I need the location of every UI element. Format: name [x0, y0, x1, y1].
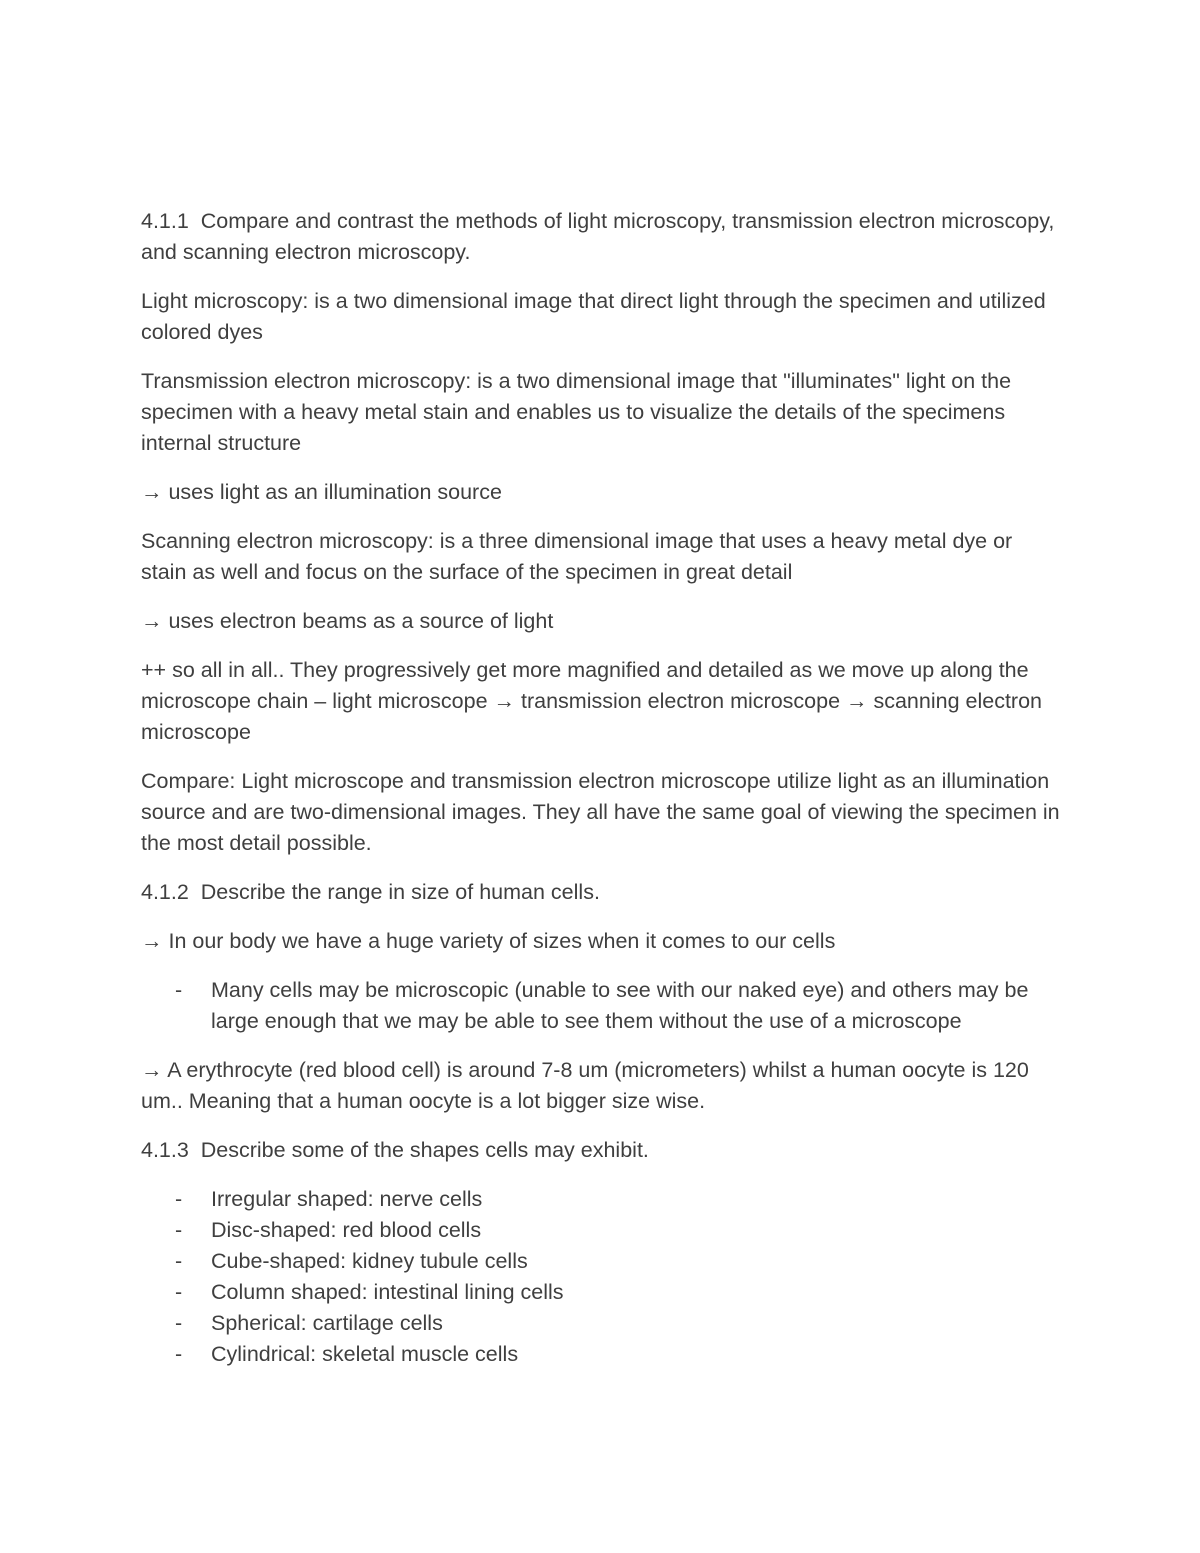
- list-item: [141, 1277, 1061, 1308]
- list-item: [141, 1339, 1061, 1370]
- list-item-text: Spherical: cartilage cells: [211, 1311, 443, 1335]
- list-item-text: Many cells may be microscopic (unable to see with our naked eye) and others may be large enough that we may be able to see them without the use of a microscope: [211, 978, 1029, 1033]
- bullet-dash: -: [175, 1311, 183, 1335]
- bullet-dash: -: [175, 1280, 183, 1304]
- size-example: → A erythrocyte (red blood cell) is around 7-8 um (micrometers) whilst a human oocyte is 120 um.. Meaning that a human oocyte is a lot bigger size wise.: [141, 1058, 1035, 1113]
- list-item-text: Cylindrical: skeletal muscle cells: [211, 1342, 519, 1366]
- bullet-dash: -: [175, 1342, 183, 1366]
- tem-paragraph: Transmission electron microscopy: is a two dimensional image that "illuminates" light on the specimen with a heavy metal stain and enables us to visualize the details of the specimens internal structure: [141, 369, 1018, 455]
- size-bullet-list: [141, 975, 1061, 1037]
- light-microscopy-paragraph: Light microscopy: is a two dimensional image that direct light through the specimen and utilized colored dyes: [141, 289, 1052, 344]
- bullet-dash: -: [175, 1218, 183, 1242]
- sem-note: → uses electron beams as a source of light: [141, 609, 554, 633]
- size-intro: → In our body we have a huge variety of sizes when it comes to our cells: [141, 929, 836, 953]
- sem-paragraph: Scanning electron microscopy: is a three dimensional image that uses a heavy metal dye or stain as well and focus on the surface of the specimen in great detail: [141, 529, 1019, 584]
- list-item-text: Irregular shaped: nerve cells: [211, 1187, 483, 1211]
- document-page: [141, 206, 1066, 1370]
- list-item: [141, 1215, 1061, 1246]
- list-item: [141, 1308, 1061, 1339]
- bullet-dash: -: [175, 978, 183, 1002]
- list-item: [141, 1246, 1061, 1277]
- section-heading-4-1-3: 4.1.3 Describe some of the shapes cells may exhibit.: [141, 1138, 649, 1162]
- section-heading-4-1-2: 4.1.2 Describe the range in size of human cells.: [141, 880, 600, 904]
- list-item: [141, 1184, 1061, 1215]
- tem-note: → uses light as an illumination source: [141, 480, 502, 504]
- list-item-text: Disc-shaped: red blood cells: [211, 1218, 482, 1242]
- bullet-dash: -: [175, 1187, 183, 1211]
- list-item: [141, 975, 1061, 1037]
- summary-paragraph: ++ so all in all.. They progressively get more magnified and detailed as we move up along the microscope chain – light microscope → transmission electron microscope → scanning electron microscope: [141, 658, 1048, 744]
- list-item-text: Column shaped: intestinal lining cells: [211, 1280, 564, 1304]
- list-item-text: Cube-shaped: kidney tubule cells: [211, 1249, 528, 1273]
- shapes-bullet-list: [141, 1184, 1061, 1370]
- bullet-dash: -: [175, 1249, 183, 1273]
- compare-paragraph: Compare: Light microscope and transmission electron microscope utilize light as an illumination source and are two-dimensional images. They all have the same goal of viewing the specimen in the most detail possible.: [141, 769, 1066, 855]
- section-heading-4-1-1: 4.1.1 Compare and contrast the methods of light microscopy, transmission electron microscopy, and scanning electron microscopy.: [141, 209, 1061, 264]
